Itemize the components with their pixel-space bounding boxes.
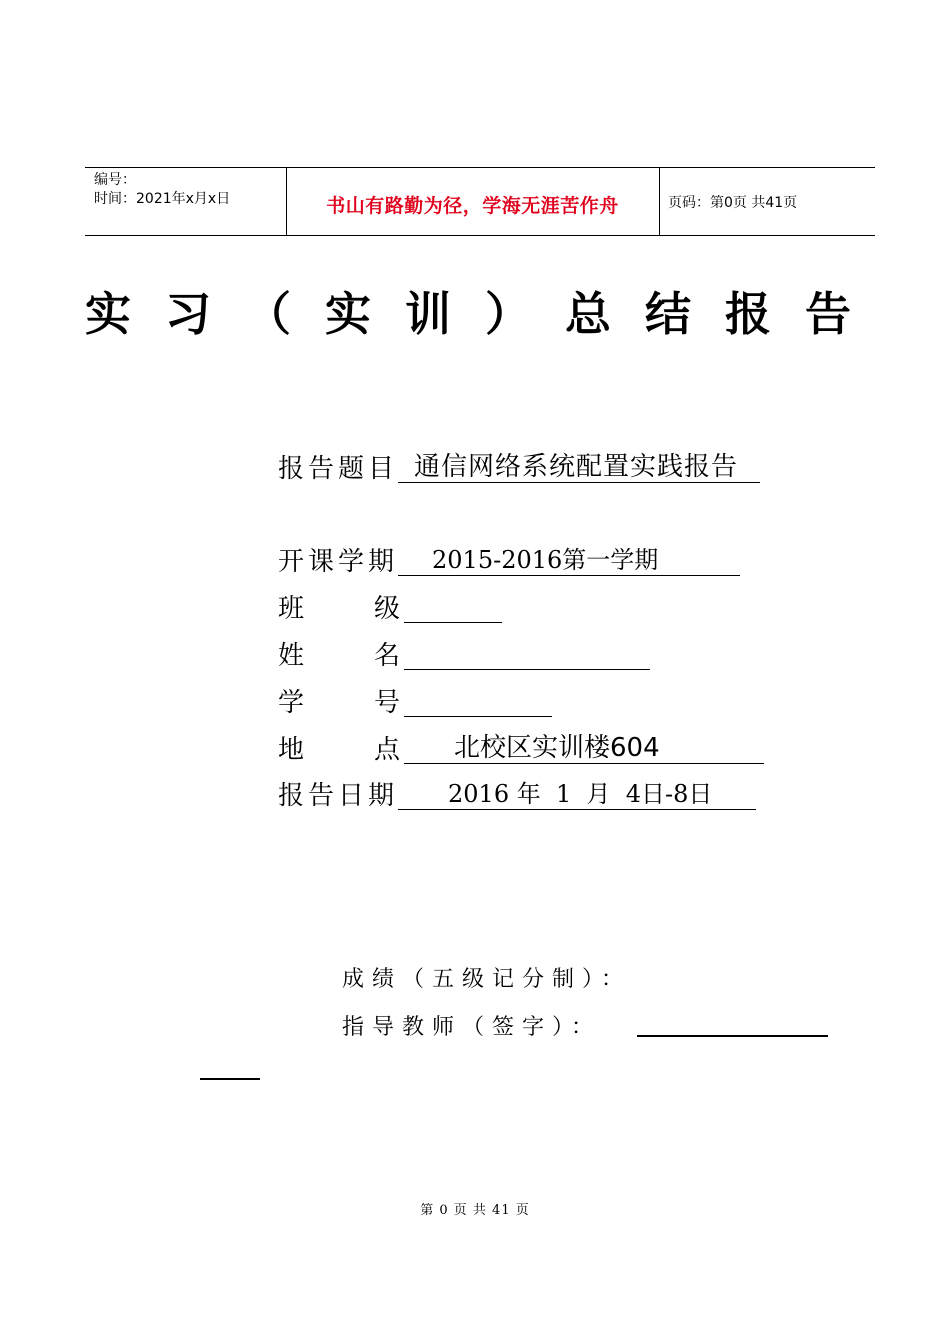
topic-value: 通信网络系统配置实践报告 — [398, 452, 760, 483]
class-field — [404, 592, 502, 623]
name-label-b: 名 — [374, 641, 401, 671]
semester-value: 2015-2016第一学期 — [398, 545, 740, 576]
semester-label: 开课学期 — [278, 547, 399, 577]
topic-row — [278, 452, 760, 486]
location-label-a: 地 — [278, 735, 305, 765]
header-divider-right — [659, 167, 660, 236]
grade-label: 成绩（五级记分制）： — [342, 967, 632, 992]
date-label: 报告日期 — [278, 781, 399, 811]
name-row — [278, 639, 650, 673]
time-label: 时间：2021年x月x日 — [94, 191, 231, 207]
class-label-b: 级 — [374, 594, 401, 624]
date-value: 2016 年 1 月 4日-8日 — [398, 779, 756, 810]
signature-continuation-line — [200, 1078, 260, 1080]
name-field — [404, 639, 650, 670]
date-row — [278, 779, 756, 813]
number-label: 编号： — [94, 172, 136, 188]
header-top-border — [85, 167, 875, 168]
name-label-a: 姓 — [278, 641, 305, 671]
class-label-a: 班 — [278, 594, 305, 624]
header-bottom-border — [85, 235, 875, 236]
location-value: 北校区实训楼604 — [404, 733, 764, 764]
page-footer: 第 0 页 共 41 页 — [420, 1203, 530, 1218]
class-row — [278, 592, 502, 626]
teacher-signature-label: 指导教师（签字）： — [342, 1015, 602, 1040]
student-id-row — [278, 686, 552, 720]
location-label-b: 点 — [374, 735, 401, 765]
student-id-field — [404, 686, 552, 717]
location-row — [278, 733, 764, 767]
semester-row — [278, 545, 740, 579]
report-title: 实习（实训）总结报告 — [85, 287, 885, 341]
motto-text: 书山有路勤为径，学海无涯苦作舟 — [326, 195, 619, 217]
teacher-signature-line — [637, 1035, 828, 1037]
student-id-label-a: 学 — [278, 688, 305, 718]
student-id-label-b: 号 — [374, 688, 401, 718]
page-info: 页码：第0页 共41页 — [668, 195, 798, 211]
topic-label: 报告题目 — [278, 454, 399, 484]
